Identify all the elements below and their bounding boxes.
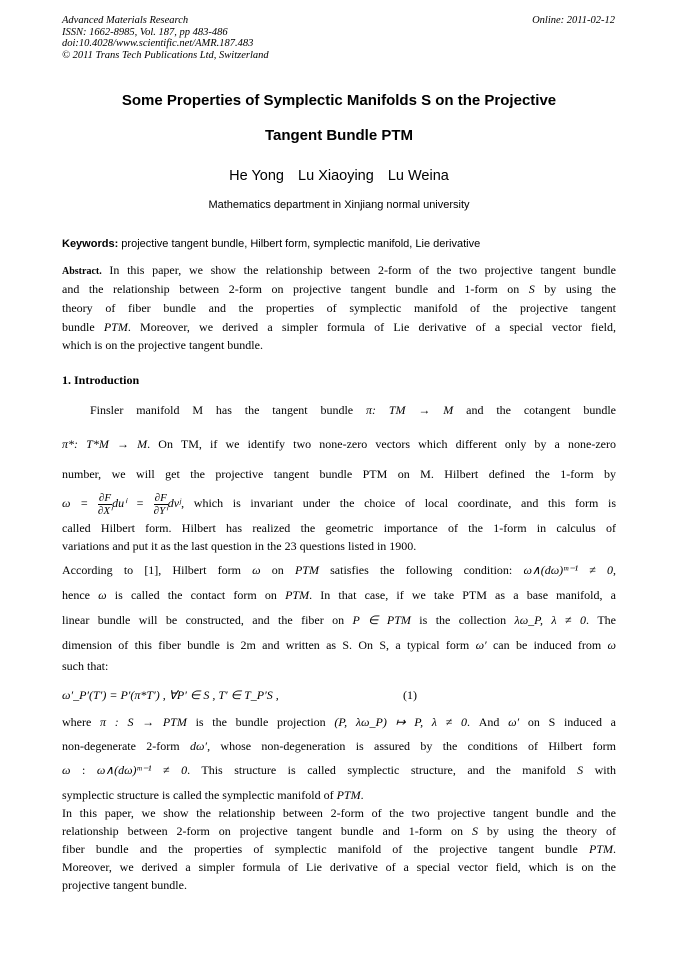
- intro-line-13: non-degenerate 2-form dω′, whose non-degeneration is assured by the conditions of Hilbert form: [62, 739, 616, 753]
- journal-name: Advanced Materials Research: [62, 15, 189, 26]
- intro-line-5: called Hilbert form. Hilbert has realized the geometric importance of the 1-form in calculus of: [62, 521, 616, 535]
- intro-line-2: π*: T*M → M. On TM, if we identify two none-zero vectors which different only by a none-zero: [62, 437, 616, 451]
- keywords: [62, 238, 622, 250]
- intro-line-18: fiber bundle and the properties of symplectic manifold of the projective tangent bundle PTM.: [62, 842, 616, 856]
- intro-line-17: relationship between 2-form on projective tangent bundle and 1-form on S by using the theory of: [62, 824, 616, 838]
- abstract-line-3: theory of fiber bundle and the properties of symplectic manifold of the projective tangent: [62, 301, 616, 315]
- abstract-label: Abstract.: [62, 266, 102, 277]
- intro-line-11: such that:: [62, 659, 109, 673]
- intro-line-16: In this paper, we show the relationship between 2-form of the two projective tangent bundle and the: [62, 806, 616, 820]
- abstract-line-1: Abstract. In this paper, we show the relationship between 2-form of the two projective tangent bundle: [62, 263, 616, 277]
- intro-line-4: ω = $\frac{\partial F}{\text{∂Xⁱ}}$ duⁱ = $\frac{\partial F}{\text{∂Yⁱ}}$ dvʲ, which is invariant under the choice of local coordinate, and this form is: [62, 491, 616, 517]
- keywords-text: projective tangent bundle, Hilbert form, symplectic manifold, Lie derivative: [118, 238, 481, 250]
- intro-line-14: ω : ω∧(dω)ᵐ⁻¹ ≠ 0. This structure is called symplectic structure, and the manifold S with: [62, 763, 616, 777]
- intro-line-20: projective tangent bundle.: [62, 878, 187, 892]
- online-date: Online: 2011-02-12: [532, 15, 615, 26]
- intro-line-12: where π : S → PTM is the bundle projection (P, λω_P) ↦ P, λ ≠ 0. And ω′ on S induced a: [62, 715, 616, 729]
- author-list: [62, 168, 616, 184]
- author-1: He Yong: [229, 168, 284, 184]
- keywords-label: Keywords:: [62, 238, 119, 250]
- abstract-line-5: which is on the projective tangent bundle.: [62, 338, 263, 352]
- author-2: Lu Xiaoying: [298, 168, 374, 184]
- intro-line-8: hence ω is called the contact form on PTM. In that case, if we take PTM as a base manifold, a: [62, 588, 616, 602]
- intro-line-3: number, we will get the projective tangent bundle PTM on M. Hilbert defined the 1-form by: [62, 467, 616, 481]
- paper-title-line-2: Tangent Bundle PTM: [264, 127, 414, 144]
- equation-1: ω′_P′(T′) = P′(π*T′) , ∀P′ ∈ S , T′ ∈ T_P′S ,: [62, 688, 279, 702]
- intro-line-19: Moreover, we derived a simpler formula of Lie derivative of a special vector field, which is on the: [62, 860, 616, 874]
- fraction-dF-dY: $\frac{\partial F}{\text{∂Yⁱ}}$: [153, 491, 168, 517]
- equation-1-number: (1): [403, 688, 417, 702]
- intro-line-10: dimension of this fiber bundle is 2m and written as S. On S, a typical form ω′ can be induced from ω: [62, 638, 616, 652]
- fraction-dF-dX: $\frac{\partial F}{\text{∂Xⁱ}}$: [97, 491, 113, 517]
- section-heading-introduction: 1. Introduction: [62, 373, 140, 387]
- journal-header: [62, 15, 482, 61]
- copyright-line: © 2011 Trans Tech Publications Ltd, Switzerland: [62, 49, 269, 61]
- affiliation: Mathematics department in Xinjiang normal university: [208, 199, 470, 211]
- intro-line-7: According to [1], Hilbert form ω on PTM satisfies the following condition: ω∧(dω)ᵐ⁻¹ ≠ 0,: [62, 563, 617, 577]
- issn-line: ISSN: 1662-8985, Vol. 187, pp 483-486: [62, 26, 228, 38]
- abstract-line-2: and the relationship between 2-form on projective tangent bundle and 1-form on S by using the: [62, 282, 617, 296]
- abstract-line-4: bundle PTM. Moreover, we derived a simpler formula of Lie derivative of a special vector field,: [62, 320, 616, 334]
- intro-line-15: symplectic structure is called the symplectic manifold of PTM.: [62, 788, 364, 802]
- intro-line-6: variations and put it as the last question in the 23 questions listed in 1900.: [62, 539, 417, 553]
- paper-title-line-1: Some Properties of Symplectic Manifolds S on the Projective: [121, 92, 557, 109]
- doi-line: doi:10.4028/www.scientific.net/AMR.187.483: [62, 38, 254, 49]
- intro-line-9: linear bundle will be constructed, and the fiber on P ∈ PTM is the collection λω_P, λ ≠ 0. The: [62, 613, 617, 627]
- author-3: Lu Weina: [387, 168, 449, 184]
- intro-line-1: Finsler manifold M has the tangent bundle π: TM → M and the cotangent bundle: [90, 403, 617, 417]
